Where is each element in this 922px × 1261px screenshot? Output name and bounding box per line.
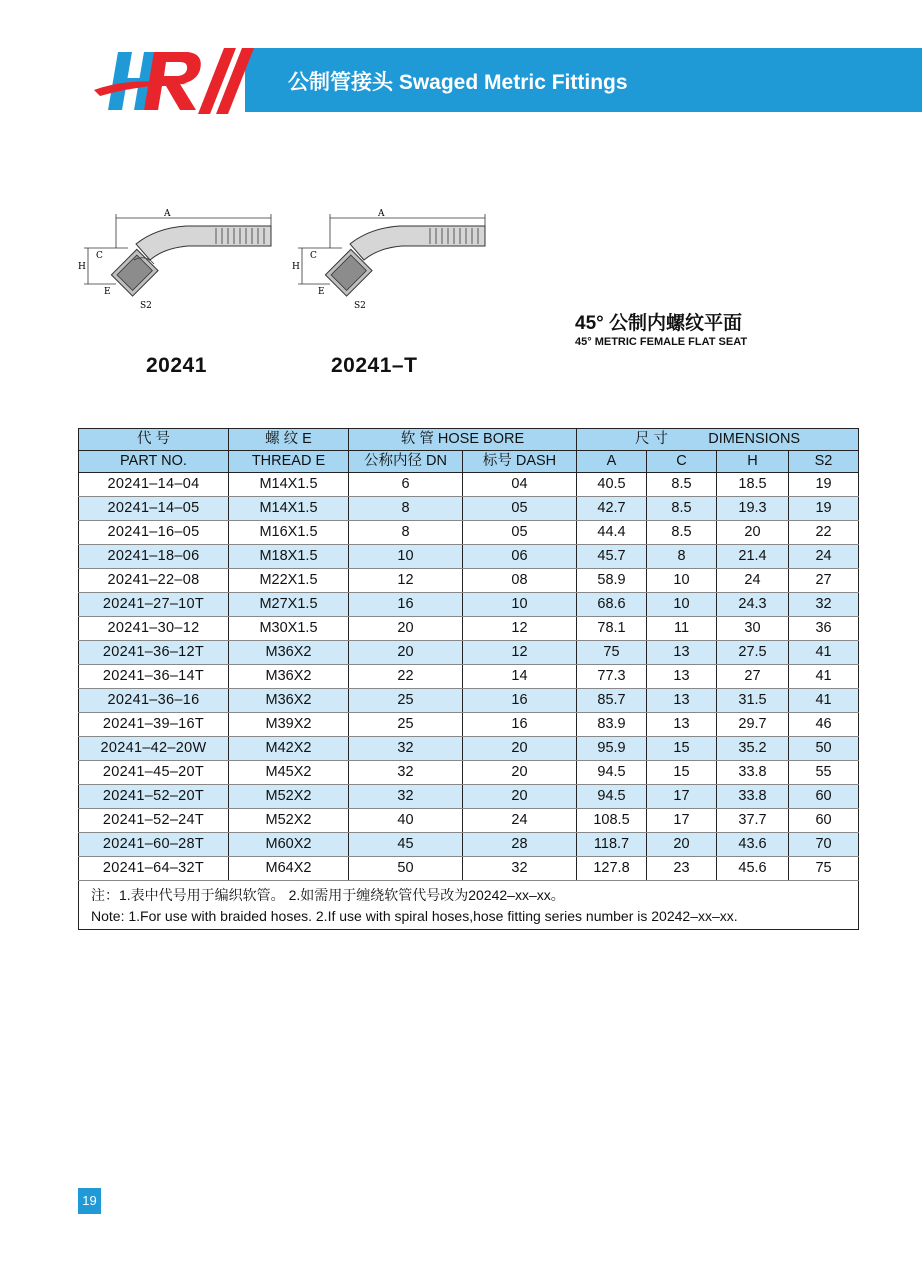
part-number-cell: 20241–18–06 [79, 545, 229, 569]
table-cell: M16X1.5 [229, 521, 349, 545]
table-row [79, 593, 859, 617]
table-row [79, 785, 859, 809]
table-cell: 30 [717, 617, 789, 641]
dim-c-label: C [96, 251, 103, 261]
table-cell: 41 [789, 665, 859, 689]
table-cell: 35.2 [717, 737, 789, 761]
header-hose-bore: 软 管 HOSE BORE [349, 429, 577, 451]
table-cell: 36 [789, 617, 859, 641]
table-cell: 45 [349, 833, 463, 857]
table-cell: 41 [789, 689, 859, 713]
note-en: Note: 1.For use with braided hoses. 2.If use with spiral hoses,hose fitting series number is 20242–xx–xx. [91, 908, 738, 924]
table-cell: M18X1.5 [229, 545, 349, 569]
table-cell: 24.3 [717, 593, 789, 617]
header-c: C [647, 451, 717, 473]
dim-h-label: H [292, 262, 300, 272]
table-cell: 50 [349, 857, 463, 881]
table-cell: 75 [789, 857, 859, 881]
table-cell: 14 [463, 665, 577, 689]
product-title-en: 45° METRIC FEMALE FLAT SEAT [575, 336, 748, 348]
table-cell: 21.4 [717, 545, 789, 569]
table-row [79, 833, 859, 857]
table-row [79, 665, 859, 689]
table-cell: M14X1.5 [229, 473, 349, 497]
table-row [79, 569, 859, 593]
table-row [79, 521, 859, 545]
table-cell: 24 [463, 809, 577, 833]
table-cell: M39X2 [229, 713, 349, 737]
table-cell: 44.4 [577, 521, 647, 545]
table-cell: M36X2 [229, 641, 349, 665]
table-row [79, 737, 859, 761]
table-cell: 10 [647, 569, 717, 593]
table-cell: 17 [647, 809, 717, 833]
table-cell: 12 [463, 617, 577, 641]
table-cell: 27.5 [717, 641, 789, 665]
header-dimensions [577, 429, 859, 451]
table-cell: M64X2 [229, 857, 349, 881]
table-cell: 19 [789, 497, 859, 521]
header-a: A [577, 451, 647, 473]
table-cell: 16 [463, 713, 577, 737]
table-cell: M52X2 [229, 785, 349, 809]
table-cell: 20 [647, 833, 717, 857]
header-part-en: PART NO. [79, 451, 229, 473]
table-cell: 16 [349, 593, 463, 617]
header-dim-cn: 尺 寸 [634, 431, 668, 447]
table-cell: 32 [789, 593, 859, 617]
table-cell: 11 [647, 617, 717, 641]
table-cell: 85.7 [577, 689, 647, 713]
table-cell: 06 [463, 545, 577, 569]
table-cell: 22 [789, 521, 859, 545]
table-cell: M22X1.5 [229, 569, 349, 593]
part-number-cell: 20241–60–28T [79, 833, 229, 857]
table-cell: M36X2 [229, 665, 349, 689]
table-cell: 94.5 [577, 761, 647, 785]
model-label-20241-t: 20241–T [331, 354, 418, 377]
table-cell: 6 [349, 473, 463, 497]
page-number: 19 [78, 1188, 101, 1214]
table-notes [79, 881, 859, 930]
dim-s2-label: S2 [354, 301, 366, 311]
table-cell: 37.7 [717, 809, 789, 833]
table-cell: 50 [789, 737, 859, 761]
table-cell: 10 [647, 593, 717, 617]
dim-s2-label: S2 [140, 301, 152, 311]
table-cell: 77.3 [577, 665, 647, 689]
table-cell: 33.8 [717, 761, 789, 785]
company-logo [92, 40, 267, 120]
table-row [79, 761, 859, 785]
table-cell: 8.5 [647, 521, 717, 545]
dim-e-label: E [318, 287, 325, 297]
table-cell: 20 [349, 641, 463, 665]
table-cell: M36X2 [229, 689, 349, 713]
table-cell: 13 [647, 689, 717, 713]
table-cell: 08 [463, 569, 577, 593]
header-dn: 公称内径 DN [349, 451, 463, 473]
header-dim-en: DIMENSIONS [708, 431, 801, 447]
table-cell: 16 [463, 689, 577, 713]
part-number-cell: 20241–45–20T [79, 761, 229, 785]
part-number-cell: 20241–14–04 [79, 473, 229, 497]
part-number-cell: 20241–42–20W [79, 737, 229, 761]
dim-a-label: A [378, 209, 385, 219]
table-cell: 13 [647, 713, 717, 737]
table-cell: 8.5 [647, 473, 717, 497]
fitting-drawing-20241 [76, 198, 286, 318]
table-cell: 42.7 [577, 497, 647, 521]
spec-table [78, 428, 859, 930]
table-row [79, 641, 859, 665]
table-cell: 46 [789, 713, 859, 737]
dim-h-label: H [78, 262, 86, 272]
header-h: H [717, 451, 789, 473]
table-cell: 20 [717, 521, 789, 545]
table-cell: 40.5 [577, 473, 647, 497]
table-cell: 12 [349, 569, 463, 593]
table-body [79, 473, 859, 881]
table-cell: 17 [647, 785, 717, 809]
table-cell: 33.8 [717, 785, 789, 809]
table-cell: 32 [463, 857, 577, 881]
table-row [79, 689, 859, 713]
table-cell: 60 [789, 785, 859, 809]
table-cell: 05 [463, 521, 577, 545]
table-cell: 27 [789, 569, 859, 593]
table-cell: 20 [349, 617, 463, 641]
dim-a-label: A [164, 209, 171, 219]
model-label-20241: 20241 [146, 354, 207, 377]
table-cell: 70 [789, 833, 859, 857]
table-cell: 83.9 [577, 713, 647, 737]
part-number-cell: 20241–27–10T [79, 593, 229, 617]
table-cell: 24 [789, 545, 859, 569]
table-cell: M14X1.5 [229, 497, 349, 521]
table-cell: 05 [463, 497, 577, 521]
table-cell: 24 [717, 569, 789, 593]
table-cell: 15 [647, 737, 717, 761]
table-cell: 94.5 [577, 785, 647, 809]
table-cell: M52X2 [229, 809, 349, 833]
table-row [79, 617, 859, 641]
table-cell: 13 [647, 641, 717, 665]
table-row [79, 857, 859, 881]
table-cell: M42X2 [229, 737, 349, 761]
table-cell: 20 [463, 785, 577, 809]
table-cell: 118.7 [577, 833, 647, 857]
part-number-cell: 20241–36–14T [79, 665, 229, 689]
part-number-cell: 20241–64–32T [79, 857, 229, 881]
table-cell: 43.6 [717, 833, 789, 857]
dim-c-label: C [310, 251, 317, 261]
header-thread-en: THREAD E [229, 451, 349, 473]
table-cell: 32 [349, 737, 463, 761]
page-title: 公制管接头 Swaged Metric Fittings [288, 71, 628, 94]
table-cell: M27X1.5 [229, 593, 349, 617]
header-dash: 标号 DASH [463, 451, 577, 473]
table-cell: 12 [463, 641, 577, 665]
table-cell: 25 [349, 689, 463, 713]
table-cell: 18.5 [717, 473, 789, 497]
table-cell: 68.6 [577, 593, 647, 617]
table-cell: M30X1.5 [229, 617, 349, 641]
table-cell: 15 [647, 761, 717, 785]
table-cell: 19 [789, 473, 859, 497]
table-cell: 8 [647, 545, 717, 569]
table-row [79, 713, 859, 737]
header-s2: S2 [789, 451, 859, 473]
table-cell: 95.9 [577, 737, 647, 761]
part-number-cell: 20241–52–20T [79, 785, 229, 809]
table-cell: 10 [349, 545, 463, 569]
table-cell: 20 [463, 761, 577, 785]
table-cell: 8 [349, 497, 463, 521]
table-row [79, 497, 859, 521]
part-number-cell: 20241–39–16T [79, 713, 229, 737]
table-cell: 8.5 [647, 497, 717, 521]
table-cell: 78.1 [577, 617, 647, 641]
table-cell: 23 [647, 857, 717, 881]
table-cell: 27 [717, 665, 789, 689]
table-cell: 8 [349, 521, 463, 545]
table-cell: 25 [349, 713, 463, 737]
table-row [79, 809, 859, 833]
dim-e-label: E [104, 287, 111, 297]
table-cell: 22 [349, 665, 463, 689]
table-row [79, 545, 859, 569]
table-cell: 32 [349, 785, 463, 809]
product-title-cn: 45° 公制内螺纹平面 [575, 313, 743, 334]
table-cell: M60X2 [229, 833, 349, 857]
part-number-cell: 20241–36–12T [79, 641, 229, 665]
table-cell: 41 [789, 641, 859, 665]
header-thread-cn: 螺 纹 E [229, 429, 349, 451]
table-cell: 32 [349, 761, 463, 785]
part-number-cell: 20241–52–24T [79, 809, 229, 833]
table-cell: 31.5 [717, 689, 789, 713]
part-number-cell: 20241–22–08 [79, 569, 229, 593]
fitting-drawing-20241-t [290, 198, 500, 318]
table-cell: 58.9 [577, 569, 647, 593]
table-cell: 40 [349, 809, 463, 833]
note-cn: 注：1.表中代号用于编织软管。 2.如需用于缠绕软管代号改为20242–xx–xx。 [91, 887, 565, 903]
table-cell: 10 [463, 593, 577, 617]
table-cell: M45X2 [229, 761, 349, 785]
table-cell: 45.7 [577, 545, 647, 569]
part-number-cell: 20241–30–12 [79, 617, 229, 641]
table-cell: 04 [463, 473, 577, 497]
table-cell: 29.7 [717, 713, 789, 737]
table-cell: 45.6 [717, 857, 789, 881]
table-cell: 20 [463, 737, 577, 761]
table-cell: 19.3 [717, 497, 789, 521]
part-number-cell: 20241–36–16 [79, 689, 229, 713]
header-part-cn: 代 号 [79, 429, 229, 451]
table-cell: 60 [789, 809, 859, 833]
table-cell: 108.5 [577, 809, 647, 833]
part-number-cell: 20241–14–05 [79, 497, 229, 521]
table-cell: 127.8 [577, 857, 647, 881]
table-row [79, 473, 859, 497]
table-cell: 55 [789, 761, 859, 785]
table-cell: 28 [463, 833, 577, 857]
table-cell: 13 [647, 665, 717, 689]
part-number-cell: 20241–16–05 [79, 521, 229, 545]
table-cell: 75 [577, 641, 647, 665]
